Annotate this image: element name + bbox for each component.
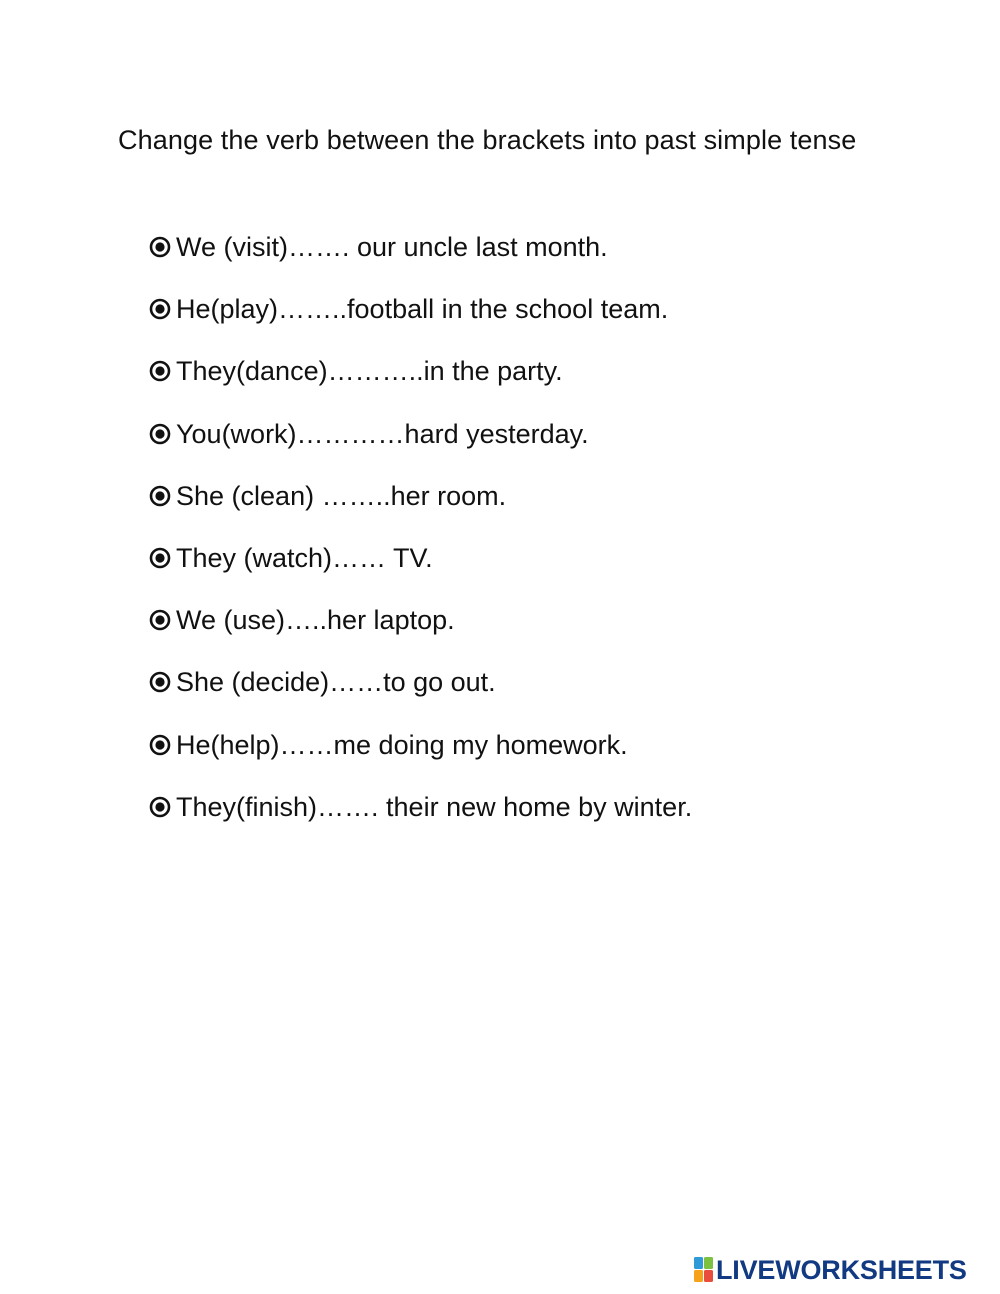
exercise-sentence: He(help)……me doing my homework.: [176, 729, 628, 760]
instruction-text: Change the verb between the brackets into past simple tense: [118, 125, 857, 155]
exercise-item-4: [148, 414, 692, 476]
liveworksheets-mark-icon: [694, 1257, 714, 1283]
radio-bullet-icon: [148, 414, 172, 454]
exercise-item-5: [148, 476, 692, 538]
exercise-item-8: [148, 662, 692, 724]
exercise-sentence: They(dance)………..in the party.: [176, 356, 563, 387]
radio-bullet-icon: [148, 600, 172, 640]
exercise-sentence: You(work)…………hard yesterday.: [176, 418, 589, 449]
radio-bullet-icon: [148, 787, 172, 827]
exercise-item-9: [148, 725, 692, 787]
radio-bullet-icon: [148, 351, 172, 391]
radio-bullet-icon: [148, 227, 172, 267]
exercise-sentence: She (clean) ……..her room.: [176, 480, 507, 511]
exercise-sentence: She (decide)……to go out.: [176, 667, 496, 698]
exercise-sentence: We (visit)……. our uncle last month.: [176, 232, 608, 262]
radio-bullet-icon: [148, 662, 172, 702]
exercise-sentence: They (watch)…… TV.: [176, 542, 433, 573]
radio-bullet-icon: [148, 289, 172, 329]
brand-name: LIVEWORKSHEETS: [716, 1255, 967, 1285]
exercise-sentence: We (use)…..her laptop.: [176, 605, 455, 636]
exercise-sentence: He(play)……..football in the school team.: [176, 294, 669, 325]
radio-bullet-icon: [148, 538, 172, 578]
liveworksheets-logo: [694, 1255, 967, 1285]
exercise-sentence: They(finish)……. their new home by winter.: [176, 791, 693, 822]
radio-bullet-icon: [148, 725, 172, 765]
exercise-item-2: [148, 289, 692, 351]
exercise-item-1: [148, 227, 692, 289]
exercise-list: [148, 227, 692, 849]
exercise-item-7: [148, 600, 692, 662]
exercise-item-3: [148, 351, 692, 413]
exercise-item-6: [148, 538, 692, 600]
exercise-item-10: [148, 787, 692, 849]
radio-bullet-icon: [148, 476, 172, 516]
